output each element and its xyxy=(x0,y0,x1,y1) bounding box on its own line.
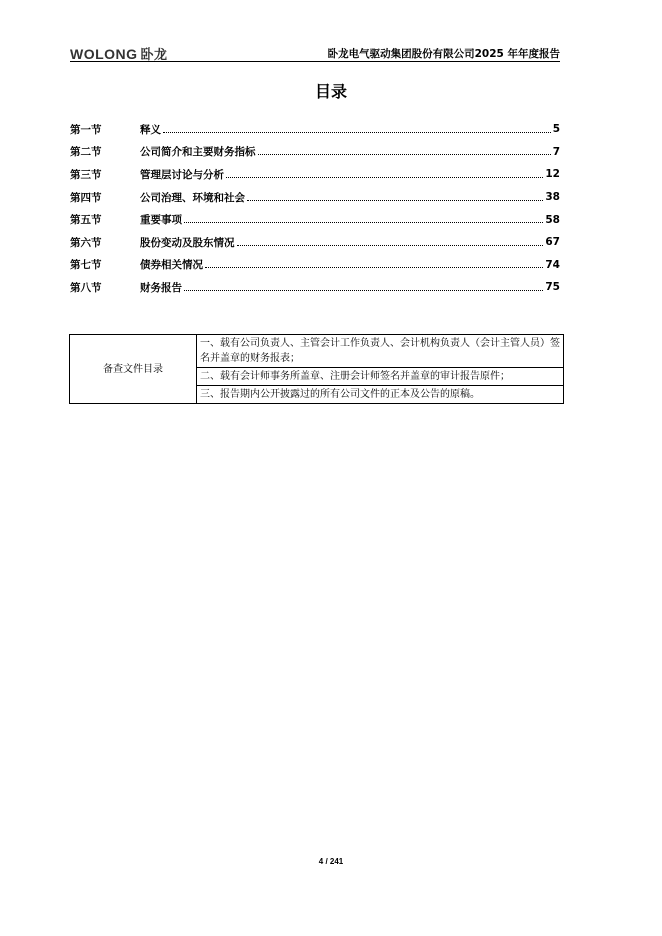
toc-section-number: 第一节 xyxy=(70,123,102,136)
toc-leader-dots xyxy=(184,290,543,291)
toc-page-number: 58 xyxy=(545,213,560,226)
toc-section-title: 释义 xyxy=(140,123,161,136)
reference-document-item: 一、载有公司负责人、主管会计工作负责人、会计机构负责人（会计主管人员）签名并盖章的财务报表； xyxy=(197,335,564,368)
toc-leader-dots xyxy=(237,245,544,246)
toc-section-title: 重要事项 xyxy=(140,214,182,227)
toc-section-title: 财务报告 xyxy=(140,281,182,294)
toc-section-number: 第六节 xyxy=(70,236,102,249)
toc-leader-dots xyxy=(163,132,551,133)
toc-page-number: 38 xyxy=(545,191,560,204)
logo-text-cn: 卧龙 xyxy=(140,48,168,63)
toc-page-number: 5 xyxy=(552,123,560,136)
toc-entry[interactable] xyxy=(70,276,560,299)
toc-section-number: 第七节 xyxy=(70,259,102,272)
toc-entry[interactable] xyxy=(70,186,560,209)
reference-document-item: 三、报告期内公开披露过的所有公司文件的正本及公告的原稿。 xyxy=(197,386,564,404)
toc-section-number: 第八节 xyxy=(70,281,102,294)
toc-section-number: 第三节 xyxy=(70,168,102,181)
toc-leader-dots xyxy=(205,267,543,268)
toc-page-number: 12 xyxy=(545,168,560,181)
report-title: 卧龙电气驱动集团股份有限公司2025 年年度报告 xyxy=(327,48,560,60)
toc-entry[interactable] xyxy=(70,141,560,164)
header-divider xyxy=(70,61,560,62)
toc-entry[interactable] xyxy=(70,118,560,141)
page-number: 4 / 241 xyxy=(318,857,344,866)
toc-section-number: 第四节 xyxy=(70,191,102,204)
table-of-contents xyxy=(70,118,560,299)
toc-section-title: 股份变动及股东情况 xyxy=(140,236,235,249)
toc-page-number: 74 xyxy=(545,258,560,271)
toc-leader-dots xyxy=(226,177,543,178)
toc-section-number: 第二节 xyxy=(70,146,102,159)
toc-page-number: 7 xyxy=(552,145,560,158)
reference-document-item: 二、载有会计师事务所盖章、注册会计师签名并盖章的审计报告原件； xyxy=(197,368,564,386)
toc-entry[interactable] xyxy=(70,231,560,254)
table-row xyxy=(70,335,564,368)
toc-leader-dots xyxy=(184,222,543,223)
page-title: 目录 xyxy=(314,82,347,101)
toc-section-title: 公司治理、环境和社会 xyxy=(140,191,245,204)
toc-leader-dots xyxy=(247,200,543,201)
reference-documents-label: 备查文件目录 xyxy=(70,335,197,404)
logo-text-en: WOLONG xyxy=(70,46,138,62)
toc-leader-dots xyxy=(258,154,551,155)
toc-section-title: 管理层讨论与分析 xyxy=(140,168,224,181)
toc-section-title: 债券相关情况 xyxy=(140,259,203,272)
toc-page-number: 75 xyxy=(545,281,560,294)
page-header xyxy=(70,44,560,62)
reference-documents-table xyxy=(69,334,564,404)
toc-entry[interactable] xyxy=(70,208,560,231)
toc-page-number: 67 xyxy=(545,236,560,249)
toc-entry[interactable] xyxy=(70,254,560,277)
toc-entry[interactable] xyxy=(70,163,560,186)
toc-section-title: 公司简介和主要财务指标 xyxy=(140,146,256,159)
toc-section-number: 第五节 xyxy=(70,214,102,227)
